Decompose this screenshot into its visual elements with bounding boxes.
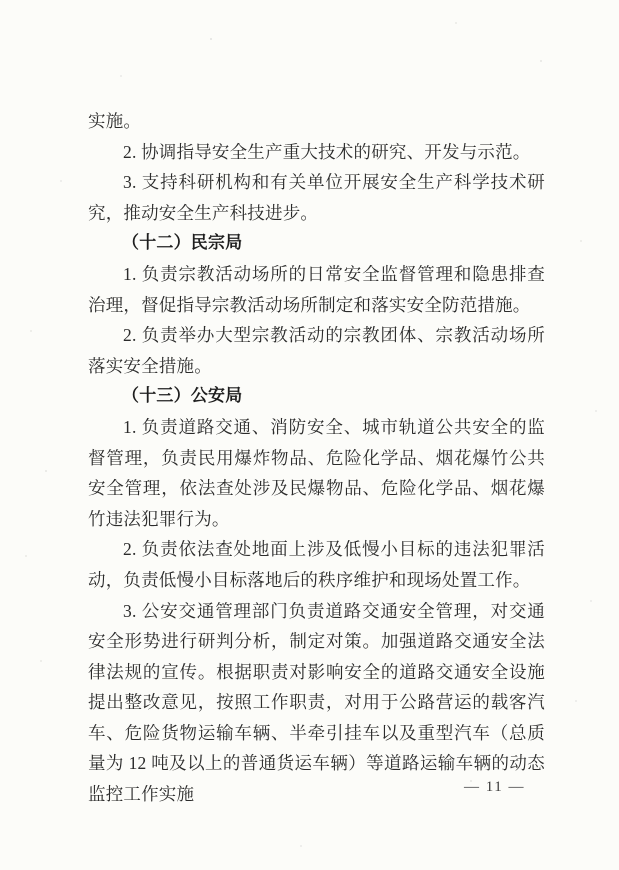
section-heading-gonganju: （十三）公安局 — [122, 386, 243, 406]
paragraph: 3. 支持科研机构和有关单位开展安全生产科学技术研究，推动安全生产科技进步。 — [88, 172, 545, 223]
page-number: — 11 — — [464, 779, 525, 795]
section-heading-minzongju: （十二）民宗局 — [122, 233, 243, 253]
paragraph-continuation: 实施。 — [88, 111, 142, 131]
paragraph: 2. 负责举办大型宗教活动的宗教团体、宗教活动场所落实安全措施。 — [88, 325, 545, 376]
paragraph: 1. 负责道路交通、消防安全、城市轨道公共安全的监督管理，负责民用爆炸物品、危险化学品、烟花爆竹公共安全管理，依法查处涉及民爆物品、危险化学品、烟花爆竹违法犯罪行为。 — [88, 416, 545, 529]
paragraph: 1. 负责宗教活动场所的日常安全监督管理和隐患排查治理，督促指导宗教活动场所制定和落实安全防范措施。 — [88, 263, 545, 315]
document-body — [88, 106, 545, 810]
paragraph: 2. 协调指导安全生产重大技术的研究、开发与示范。 — [123, 141, 531, 162]
paragraph: 2. 负责依法查处地面上涉及低慢小目标的违法犯罪活动，负责低慢小目标落地后的秩序维护和现场处置工作。 — [88, 539, 545, 590]
paragraph: 3. 公安交通管理部门负责道路交通安全管理，对交通安全形势进行研判分析，制定对策。加强道路交通安全法律法规的宣传。根据职责对影响安全的道路交通安全设施提出整改意见，按照工作职责，对用于公路营运的载客汽车、危险货物运输车辆、半牵引挂车以及重型汽车（总质量为 12 吨及以上的普通货运车辆）等道路运输车辆的动态监控工作实施 — [88, 600, 545, 805]
scan-noise — [0, 0, 2, 2]
